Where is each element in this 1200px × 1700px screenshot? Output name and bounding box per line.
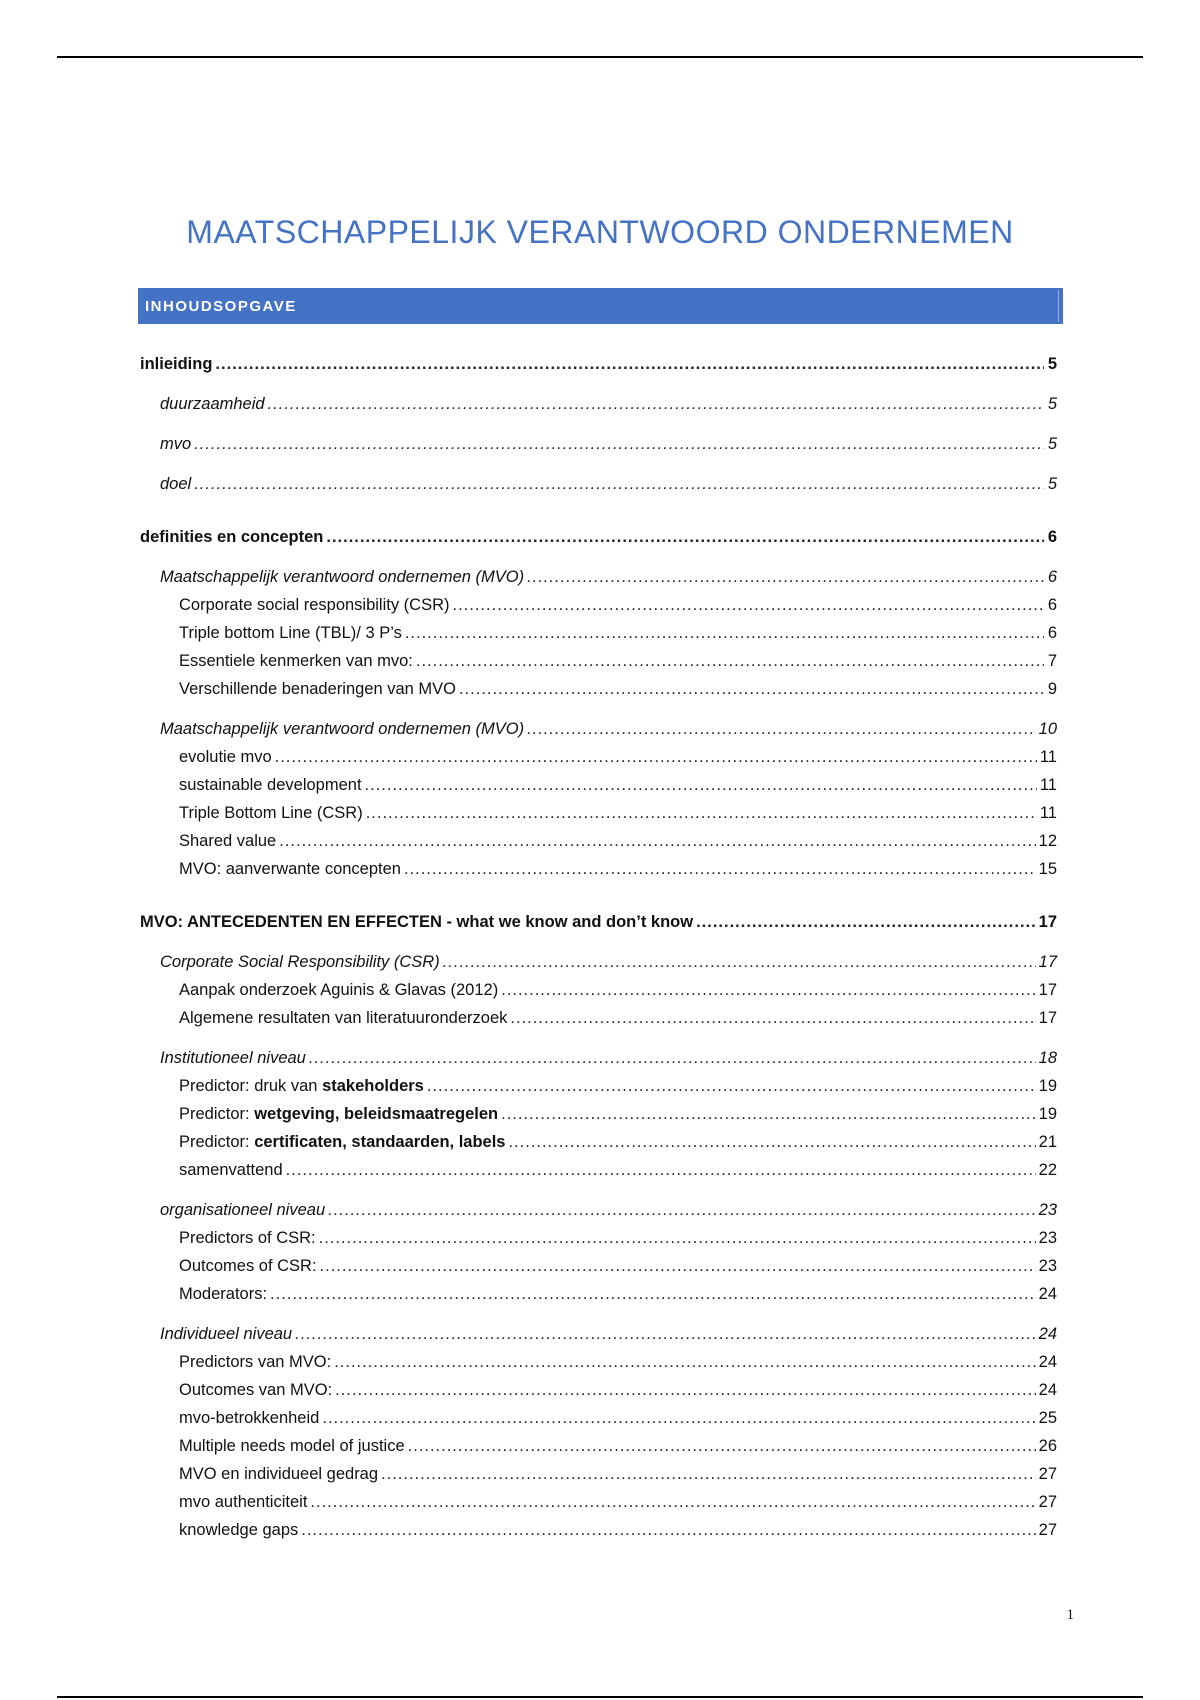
- toc-entry-page: 5: [1047, 355, 1057, 373]
- toc-entry-title: mvo: [160, 435, 192, 453]
- toc-entry-page: 24: [1038, 1381, 1057, 1399]
- toc-entry-page: 5: [1047, 395, 1057, 413]
- toc-heading: INHOUDSOPGAVE: [145, 297, 297, 315]
- table-of-contents: [140, 350, 1057, 1544]
- toc-entry-title: Predictors van MVO:: [179, 1353, 332, 1371]
- toc-entry-level-3[interactable]: [140, 1432, 1057, 1460]
- toc-entry-page: 6: [1047, 568, 1057, 586]
- toc-entry-level-3[interactable]: [140, 1460, 1057, 1488]
- toc-entry-page: 11: [1039, 776, 1057, 794]
- toc-entry-page: 26: [1038, 1437, 1057, 1455]
- toc-entry-title: inlieiding: [140, 355, 213, 373]
- toc-entry-level-3[interactable]: [140, 976, 1057, 1004]
- toc-dot-leader: [320, 1252, 1036, 1280]
- toc-dot-leader: [527, 715, 1036, 743]
- toc-dot-leader: [508, 1128, 1035, 1156]
- toc-dot-leader: [310, 1488, 1035, 1516]
- toc-entry-title: Maatschappelijk verantwoord ondernemen (MVO): [160, 720, 525, 738]
- toc-entry-page: 21: [1038, 1133, 1057, 1151]
- toc-dot-leader: [416, 647, 1044, 675]
- toc-dot-leader: [510, 1004, 1035, 1032]
- toc-entry-title: [179, 1072, 424, 1100]
- toc-entry-level-3[interactable]: [140, 1280, 1057, 1308]
- toc-entry-page: 11: [1039, 804, 1057, 822]
- toc-dot-leader: [443, 948, 1036, 976]
- toc-dot-leader: [326, 523, 1044, 551]
- toc-entry-page: 24: [1038, 1285, 1057, 1303]
- toc-entry-level-3[interactable]: [140, 1156, 1057, 1184]
- toc-entry-title: organisationeel niveau: [160, 1201, 326, 1219]
- toc-entry-title: Multiple needs model of justice: [179, 1437, 405, 1455]
- toc-entry-title: samenvattend: [179, 1161, 283, 1179]
- toc-dot-leader: [501, 976, 1035, 1004]
- toc-entry-title: mvo authenticiteit: [179, 1493, 308, 1511]
- toc-entry-level-2[interactable]: [140, 470, 1057, 498]
- toc-entry-title: Outcomes van MVO:: [179, 1381, 333, 1399]
- toc-entry-page: 17: [1038, 913, 1057, 931]
- toc-dot-leader: [405, 619, 1044, 647]
- page-title: MAATSCHAPPELIJK VERANTWOORD ONDERNEMEN: [186, 214, 1014, 250]
- toc-entry-title: Predictors of CSR:: [179, 1229, 316, 1247]
- toc-dot-leader: [322, 1404, 1035, 1432]
- toc-entry-page: 6: [1047, 528, 1057, 546]
- toc-dot-leader: [459, 675, 1044, 703]
- toc-entry-title-emphasis: certificaten, standaarden, labels: [254, 1133, 506, 1151]
- toc-dot-leader: [270, 1280, 1036, 1308]
- toc-entry-page: 17: [1038, 981, 1057, 999]
- toc-entry-title: MVO en individueel gedrag: [179, 1465, 379, 1483]
- toc-entry-title: sustainable development: [179, 776, 362, 794]
- toc-heading-bar: [138, 288, 1063, 324]
- toc-entry-title-text: Predictor:: [179, 1133, 255, 1151]
- toc-entry-title-emphasis: stakeholders: [322, 1077, 424, 1095]
- toc-entry-level-3[interactable]: [140, 591, 1057, 619]
- toc-entry-level-1[interactable]: [140, 350, 1057, 378]
- toc-dot-leader: [295, 1320, 1036, 1348]
- toc-entry-level-2[interactable]: [140, 1320, 1057, 1348]
- toc-entry-level-3[interactable]: [140, 1128, 1057, 1156]
- toc-entry-level-2[interactable]: [140, 1196, 1057, 1224]
- toc-entry-level-3[interactable]: [140, 1224, 1057, 1252]
- toc-entry-level-3[interactable]: [140, 1004, 1057, 1032]
- toc-entry-title-text: Predictor: druk van: [179, 1077, 323, 1095]
- toc-entry-page: 27: [1038, 1493, 1057, 1511]
- toc-entry-page: 5: [1047, 435, 1057, 453]
- toc-dot-leader: [301, 1516, 1035, 1544]
- toc-entry-level-3[interactable]: [140, 1516, 1057, 1544]
- toc-dot-leader: [453, 591, 1044, 619]
- toc-dot-leader: [527, 563, 1044, 591]
- toc-dot-leader: [696, 908, 1036, 936]
- toc-entry-page: 7: [1047, 652, 1057, 670]
- toc-entry-level-3[interactable]: [140, 855, 1057, 883]
- toc-entry-level-3[interactable]: [140, 771, 1057, 799]
- toc-entry-title: MVO: ANTECEDENTEN EN EFFECTEN - what we know and don’t know: [140, 913, 694, 931]
- toc-entry-page: 17: [1038, 1009, 1057, 1027]
- toc-entry-title: Triple Bottom Line (CSR): [179, 804, 363, 822]
- toc-entry-page: 15: [1038, 860, 1057, 878]
- toc-entry-title: Institutioneel niveau: [160, 1049, 306, 1067]
- toc-entry-title: [179, 1128, 505, 1156]
- toc-dot-leader: [275, 743, 1037, 771]
- toc-entry-title: duurzaamheid: [160, 395, 265, 413]
- top-rule: [57, 56, 1143, 58]
- toc-entry-page: 24: [1038, 1325, 1057, 1343]
- toc-entry-title: Verschillende benaderingen van MVO: [179, 680, 457, 698]
- toc-dot-leader: [286, 1156, 1036, 1184]
- toc-entry-level-2[interactable]: [140, 715, 1057, 743]
- toc-entry-title: knowledge gaps: [179, 1521, 299, 1539]
- page-number: 1: [1066, 1607, 1074, 1623]
- toc-entry-title: Maatschappelijk verantwoord ondernemen (MVO): [160, 568, 525, 586]
- toc-entry-page: 10: [1038, 720, 1057, 738]
- toc-entry-title: Aanpak onderzoek Aguinis & Glavas (2012): [179, 981, 499, 999]
- toc-entry-page: 18: [1038, 1049, 1057, 1067]
- toc-entry-title: Corporate Social Responsibility (CSR): [160, 953, 440, 971]
- toc-entry-level-3[interactable]: [140, 1376, 1057, 1404]
- toc-entry-level-2[interactable]: [140, 1044, 1057, 1072]
- toc-entry-page: 27: [1038, 1521, 1057, 1539]
- toc-entry-title: MVO: aanverwante concepten: [179, 860, 401, 878]
- toc-entry-page: 23: [1038, 1257, 1057, 1275]
- toc-dot-leader: [427, 1072, 1036, 1100]
- toc-dot-leader: [328, 1196, 1036, 1224]
- toc-entry-level-3[interactable]: [140, 1404, 1057, 1432]
- toc-entry-page: 25: [1038, 1409, 1057, 1427]
- toc-entry-title: doel: [160, 475, 192, 493]
- toc-entry-page: 23: [1038, 1229, 1057, 1247]
- toc-entry-level-3[interactable]: [140, 827, 1057, 855]
- toc-entry-page: 5: [1047, 475, 1057, 493]
- toc-entry-page: 17: [1038, 953, 1057, 971]
- toc-dot-leader: [381, 1460, 1036, 1488]
- toc-entry-title-text: Predictor:: [179, 1105, 255, 1123]
- toc-dot-leader: [215, 350, 1044, 378]
- toc-entry-page: 23: [1038, 1201, 1057, 1219]
- toc-entry-title: evolutie mvo: [179, 748, 272, 766]
- toc-entry-level-3[interactable]: [140, 1072, 1057, 1100]
- toc-entry-title: Triple bottom Line (TBL)/ 3 P’s: [179, 624, 402, 642]
- toc-entry-level-2[interactable]: [140, 563, 1057, 591]
- toc-entry-title: Moderators:: [179, 1285, 268, 1303]
- toc-entry-page: 6: [1047, 596, 1057, 614]
- toc-entry-page: 9: [1047, 680, 1057, 698]
- toc-entry-level-3[interactable]: [140, 1252, 1057, 1280]
- toc-entry-level-3[interactable]: [140, 619, 1057, 647]
- toc-entry-title-emphasis: wetgeving, beleidsmaatregelen: [254, 1105, 499, 1123]
- toc-dot-leader: [501, 1100, 1036, 1128]
- toc-dot-leader: [335, 1376, 1036, 1404]
- toc-entry-title: Shared value: [179, 832, 277, 850]
- toc-entry-level-2[interactable]: [140, 430, 1057, 458]
- toc-entry-level-1[interactable]: [140, 523, 1057, 551]
- toc-dot-leader: [404, 855, 1036, 883]
- toc-entry-page: 6: [1047, 624, 1057, 642]
- toc-entry-title: Corporate social responsibility (CSR): [179, 596, 450, 614]
- toc-entry-level-2[interactable]: [140, 390, 1057, 418]
- toc-dot-leader: [365, 771, 1037, 799]
- toc-entry-level-3[interactable]: [140, 675, 1057, 703]
- toc-entry-level-1[interactable]: [140, 908, 1057, 936]
- toc-entry-level-3[interactable]: [140, 647, 1057, 675]
- toc-entry-title: definities en concepten: [140, 528, 324, 546]
- toc-dot-leader: [194, 470, 1044, 498]
- toc-dot-leader: [334, 1348, 1035, 1376]
- toc-entry-page: 22: [1038, 1161, 1057, 1179]
- toc-entry-level-3[interactable]: [140, 799, 1057, 827]
- toc-entry-page: 19: [1038, 1105, 1057, 1123]
- toc-dot-leader: [309, 1044, 1036, 1072]
- toc-entry-page: 19: [1038, 1077, 1057, 1095]
- toc-entry-title: mvo-betrokkenheid: [179, 1409, 320, 1427]
- toc-entry-level-3[interactable]: [140, 1488, 1057, 1516]
- toc-entry-level-3[interactable]: [140, 743, 1057, 771]
- toc-dot-leader: [194, 430, 1044, 458]
- toc-entry-title: Outcomes of CSR:: [179, 1257, 317, 1275]
- toc-entry-title: Algemene resultaten van literatuuronderzoek: [179, 1009, 508, 1027]
- toc-entry-page: 12: [1038, 832, 1057, 850]
- toc-entry-level-2[interactable]: [140, 948, 1057, 976]
- toc-dot-leader: [366, 799, 1037, 827]
- toc-entry-title: Essentiele kenmerken van mvo:: [179, 652, 413, 670]
- toc-dot-leader: [268, 390, 1044, 418]
- toc-entry-title: [179, 1100, 498, 1128]
- bottom-rule: [57, 1696, 1143, 1698]
- toc-entry-page: 11: [1039, 748, 1057, 766]
- toc-entry-level-3[interactable]: [140, 1348, 1057, 1376]
- toc-dot-leader: [319, 1224, 1036, 1252]
- toc-entry-page: 27: [1038, 1465, 1057, 1483]
- toc-dot-leader: [279, 827, 1035, 855]
- toc-dot-leader: [408, 1432, 1036, 1460]
- toc-entry-title: Individueel niveau: [160, 1325, 293, 1343]
- toc-entry-page: 24: [1038, 1353, 1057, 1371]
- toc-entry-level-3[interactable]: [140, 1100, 1057, 1128]
